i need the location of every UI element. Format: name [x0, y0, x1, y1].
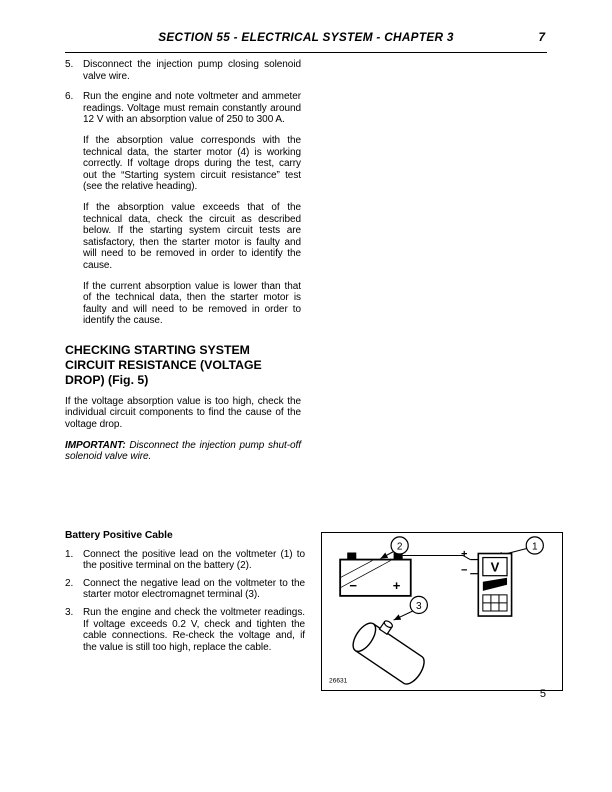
paragraph: If the absorption value exceeds that of the technical data, check the circuit as described below. If the starting system circuit tests are satisfactory, then the starter motor is faulty and will need to be removed in order to identify the cause.	[83, 201, 301, 271]
callout-2-number: 2	[396, 541, 403, 553]
step-number: 1.	[65, 548, 74, 560]
voltmeter-minus-label: −	[460, 564, 468, 577]
figure-5	[321, 532, 563, 691]
important-note	[65, 440, 301, 463]
important-text: Disconnect the injection pump shut-off solenoid valve wire.	[65, 439, 301, 463]
callout-2-arrow	[380, 552, 393, 559]
page-header	[65, 30, 547, 53]
page-number: 5	[539, 688, 546, 700]
list-item-number: 6.	[65, 91, 74, 103]
battery-plus-label: +	[392, 577, 401, 593]
voltmeter-keypad	[483, 595, 507, 611]
starter-motor-icon	[349, 611, 435, 688]
important-label: IMPORTANT:	[65, 439, 126, 451]
battery-negative-terminal	[347, 553, 356, 560]
callout-3	[394, 596, 428, 620]
callout-1-number: 1	[531, 541, 538, 553]
callout-3-number: 3	[416, 600, 422, 612]
step-text: Connect the negative lead on the voltmeter to the starter motor electromagnet terminal (3).	[83, 577, 305, 601]
main-text-column	[65, 59, 301, 463]
figure-code: 26631	[329, 677, 348, 685]
header-chapter-page-number: 7	[538, 30, 545, 44]
section-heading: CHECKING STARTING SYSTEM CIRCUIT RESISTANCE (VOLTAGE DROP) (Fig. 5)	[65, 342, 262, 387]
list-item-6	[65, 91, 301, 126]
battery-step-2	[65, 578, 305, 601]
list-item-5	[65, 59, 301, 82]
battery-positive-cable-section	[65, 530, 305, 659]
battery-section-heading: Battery Positive Cable	[65, 530, 173, 541]
section-intro: If the voltage absorption value is too high, check the individual circuit components to find the cause of the voltage drop.	[65, 395, 301, 431]
callout-3-arrow	[394, 611, 413, 620]
step-text: Run the engine and check the voltmeter readings. If voltage exceeds 0.2 V, check and tighten the cable connections. Re-check the voltage and, if the value is still too high, replace the cable.	[83, 606, 305, 653]
list-item-number: 5.	[65, 59, 74, 70]
battery-step-3	[65, 607, 305, 653]
list-item-text: Disconnect the injection pump closing solenoid valve wire.	[83, 59, 301, 82]
paragraph: If the absorption value corresponds with the technical data, the starter motor (4) is working correctly. If voltage drops during the test, carry out the “Starting system circuit resistance” test (see the relative heading).	[83, 134, 301, 193]
header-title: SECTION 55 - ELECTRICAL SYSTEM - CHAPTER 3	[158, 30, 454, 44]
step-text: Connect the positive lead on the voltmeter (1) to the positive terminal on the battery (2).	[83, 548, 305, 572]
sub-paragraph-group	[83, 135, 301, 327]
step-number: 3.	[65, 606, 74, 618]
battery-step-1	[65, 549, 305, 572]
battery-icon	[340, 553, 411, 596]
paragraph: If the current absorption value is lower than that of the technical data, then the starter motor is faulty and will need to be removed in order to identify the cause.	[83, 280, 301, 327]
figure-5-drawing	[322, 533, 562, 690]
step-number: 2.	[65, 577, 74, 589]
voltmeter-plus-label: +	[460, 548, 468, 561]
list-item-text: Run the engine and note voltmeter and ammeter readings. Voltage must remain constantly around 12 V with an absorption value of 250 to 300 A.	[83, 91, 301, 126]
battery-minus-label: −	[349, 577, 358, 593]
voltmeter-display-label: V	[490, 559, 500, 575]
